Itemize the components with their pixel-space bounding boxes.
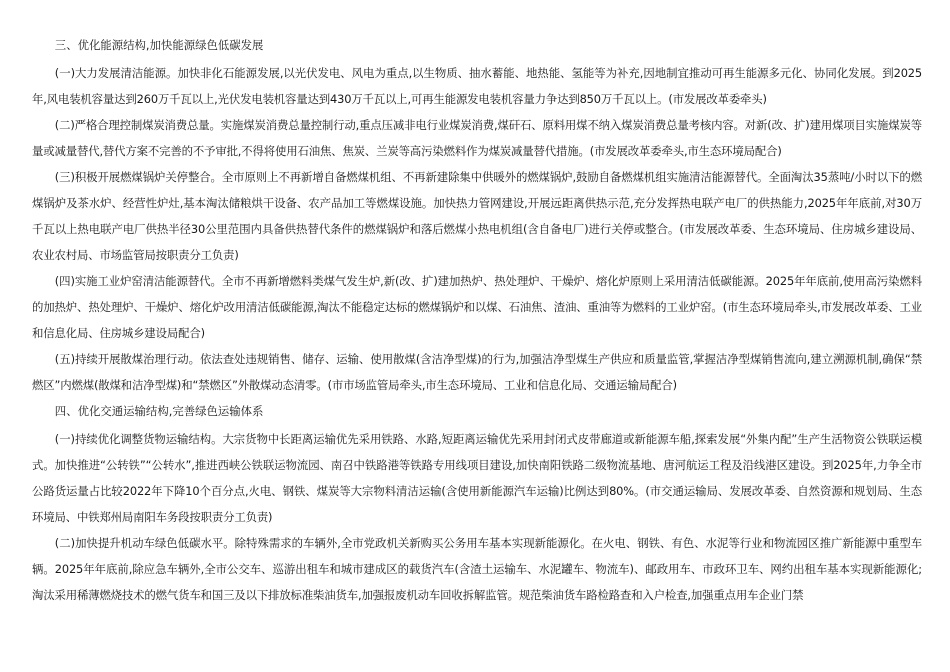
paragraph-industrial-kilns: (四)实施工业炉窑清洁能源替代。全市不再新增燃料类煤气发生炉,新(改、扩)建加热炉、热处理炉、干燥炉、熔化炉原则上采用清洁低碳能源。2025年年底前,使用高污染燃料的加热炉、热处理炉、干燥炉、熔化炉改用清洁低碳能源,淘汰不能稳定达标的燃煤锅炉和以煤、石油焦、渣油、重油等为燃料的工业炉窑。(市生态环境局牵头,市发展改革委、工业和信息化局、住房城乡建设局配合) <box>32 274 922 340</box>
paragraph-vehicles: (二)加快提升机动车绿色低碳水平。除特殊需求的车辆外,全市党政机关新购买公务用车基本实现新能源化。在火电、钢铁、有色、水泥等行业和物流园区推广新能源中重型车辆。2025年年底前,除应急车辆外,全市公交车、巡游出租车和城市建成区的载货汽车(含渣土运输车、水泥罐车、物流车)、邮政用车、市政环卫车、网约出租车基本实现新能源化;淘汰采用稀薄燃烧技术的燃气货车和国三及以下排放标准柴油货车,加强报废机动车回收拆解监管。规范柴油货车路检路查和入户检查,加强重点用车企业门禁 <box>32 536 922 602</box>
section-heading-4: 四、优化交通运输结构,完善绿色运输体系 <box>54 404 264 418</box>
paragraph-coal-boilers: (三)积极开展燃煤锅炉关停整合。全市原则上不再新增自备燃煤机组、不再新建除集中供暖外的燃煤锅炉,鼓励自备燃煤机组实施清洁能源替代。全面淘汰35蒸吨/小时以下的燃煤锅炉及茶水炉、经营性炉灶,基本淘汰储粮烘干设备、农产品加工等燃煤设施。加快热力管网建设,开展远距离供热示范,充分发挥热电联产电厂的供热能力,2025年年底前,对30万千瓦以上热电联产电厂供热半径30公里范围内具备供热替代条件的燃煤锅炉和落后燃煤小热电机组(含自备电厂)进行关停或整合。(市发展改革委、生态环境局、住房城乡建设局、农业农村局、市场监管局按职责分工负责) <box>32 170 922 262</box>
paragraph-freight-structure: (一)持续优化调整货物运输结构。大宗货物中长距离运输优先采用铁路、水路,短距离运输优先采用封闭式皮带廊道或新能源车船,探索发展“外集内配”生产生活物资公铁联运模式。加快推进“公转铁”“公转水”,推进西峡公铁联运物流园、南召中铁路港等铁路专用线项目建设,加快南阳铁路二级物流基地、唐河航运工程及沿线港区建设。到2025年,力争全市公路货运量占比较2022年下降10个百分点,火电、钢铁、煤炭等大宗物料清洁运输(含使用新能源汽车运输)比例达到80%。(市交通运输局、发展改革委、自然资源和规划局、生态环境局、中铁郑州局南阳车务段按职责分工负责) <box>32 432 922 524</box>
paragraph-coal-consumption: (二)严格合理控制煤炭消费总量。实施煤炭消费总量控制行动,重点压减非电行业煤炭消费,煤矸石、原料用煤不纳入煤炭消费总量考核内容。对新(改、扩)建用煤项目实施煤炭等量或减量替代,替代方案不完善的不予审批,不得将使用石油焦、焦炭、兰炭等高污染燃料作为煤炭减量替代措施。(市发展改革委牵头,市生态环境局配合) <box>32 118 922 158</box>
paragraph-clean-energy: (一)大力发展清洁能源。加快非化石能源发展,以光伏发电、风电为重点,以生物质、抽水蓄能、地热能、氢能等为补充,因地制宜推动可再生能源多元化、协同化发展。到2025年,风电装机容量达到260万千瓦以上,光伏发电装机容量达到430万千瓦以上,可再生能源发电装机容量力争达到850万千瓦以上。(市发展改革委牵头) <box>32 66 922 106</box>
section-heading-3: 三、优化能源结构,加快能源绿色低碳发展 <box>54 38 264 52</box>
paragraph-loose-coal: (五)持续开展散煤治理行动。依法查处违规销售、储存、运输、使用散煤(含洁净型煤)的行为,加强洁净型煤生产供应和质量监管,掌握洁净型煤销售流向,建立溯源机制,确保“禁燃区”内燃煤(散煤和洁净型煤)和“禁燃区”外散煤动态清零。(市市场监管局牵头,市生态环境局、工业和信息化局、交通运输局配合) <box>32 352 922 392</box>
